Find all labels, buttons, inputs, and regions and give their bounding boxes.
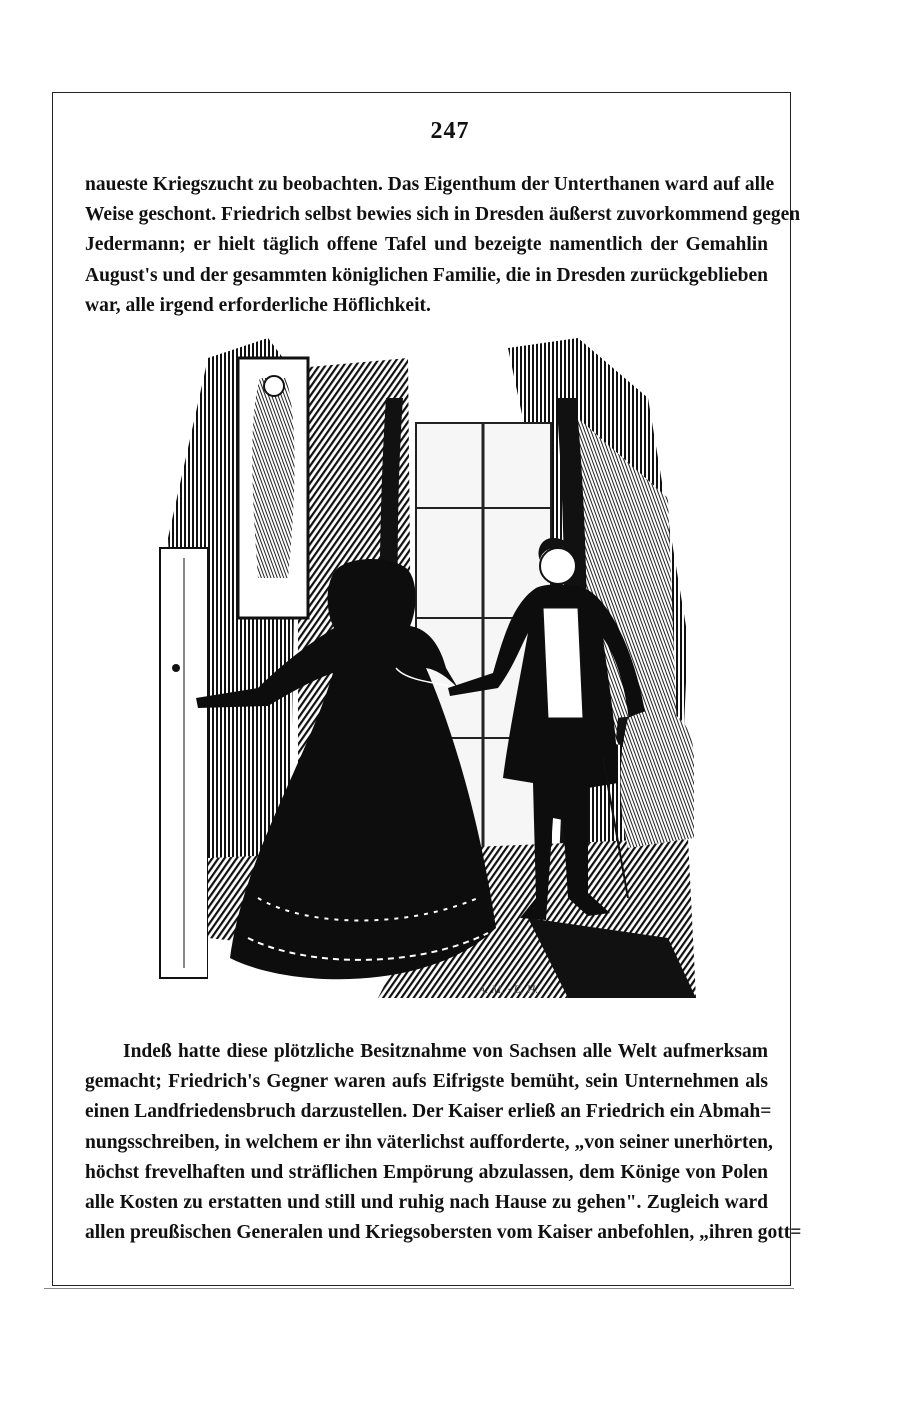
page-number: 247 — [430, 118, 470, 144]
text-line: August's und der gesammten königlichen Familie, die in Dresden zurückgeblieben — [85, 264, 768, 286]
text-line: gemacht; Friedrich's Gegner waren aufs Eifrigste bemüht, sein Unternehmen als — [85, 1071, 768, 1093]
text-line: Jedermann; er hielt täglich offene Tafel und bezeigte namentlich der Gemahlin — [85, 234, 768, 256]
text-line: naueste Kriegszucht zu beobachten. Das Eigenthum der Unterthanen ward auf alle — [85, 174, 775, 195]
text-line: höchst frevelhaften und sträflichen Empörung abzulassen, dem Könige von Polen — [85, 1161, 768, 1183]
text-line: einen Landfriedensbruch darzustellen. Der Kaiser erließ an Friedrich ein Abmah= — [85, 1101, 772, 1123]
artist-signature: A. M. · E. H. — [478, 982, 539, 996]
text-line: Indeß hatte diese plötzliche Besitznahme von Sachsen alle Welt aufmerksam — [123, 1041, 768, 1062]
text-line: nungsschreiben, in welchem er ihn väterlichst aufforderte, „von seiner unerhörten, — [85, 1131, 773, 1153]
armchair — [621, 710, 695, 848]
page-edge — [44, 1288, 794, 1289]
door — [160, 548, 208, 978]
text-line: alle Kosten zu erstatten und still und ruhig nach Hause zu gehen". Zugleich ward — [85, 1192, 768, 1214]
paragraph-2 — [85, 1037, 802, 1248]
engraving-illustration — [148, 338, 696, 1006]
wall-portrait — [238, 358, 308, 618]
text-line: Weise geschont. Friedrich selbst bewies sich in Dresden äußerst zuvorkommend gegen — [85, 204, 801, 226]
text-line: war, alle irgend erforderliche Höflichkeit. — [85, 294, 431, 316]
text-line: allen preußischen Generalen und Kriegsobersten vom Kaiser anbefohlen, „ihren gott= — [85, 1222, 802, 1244]
paragraph-1 — [85, 170, 801, 321]
